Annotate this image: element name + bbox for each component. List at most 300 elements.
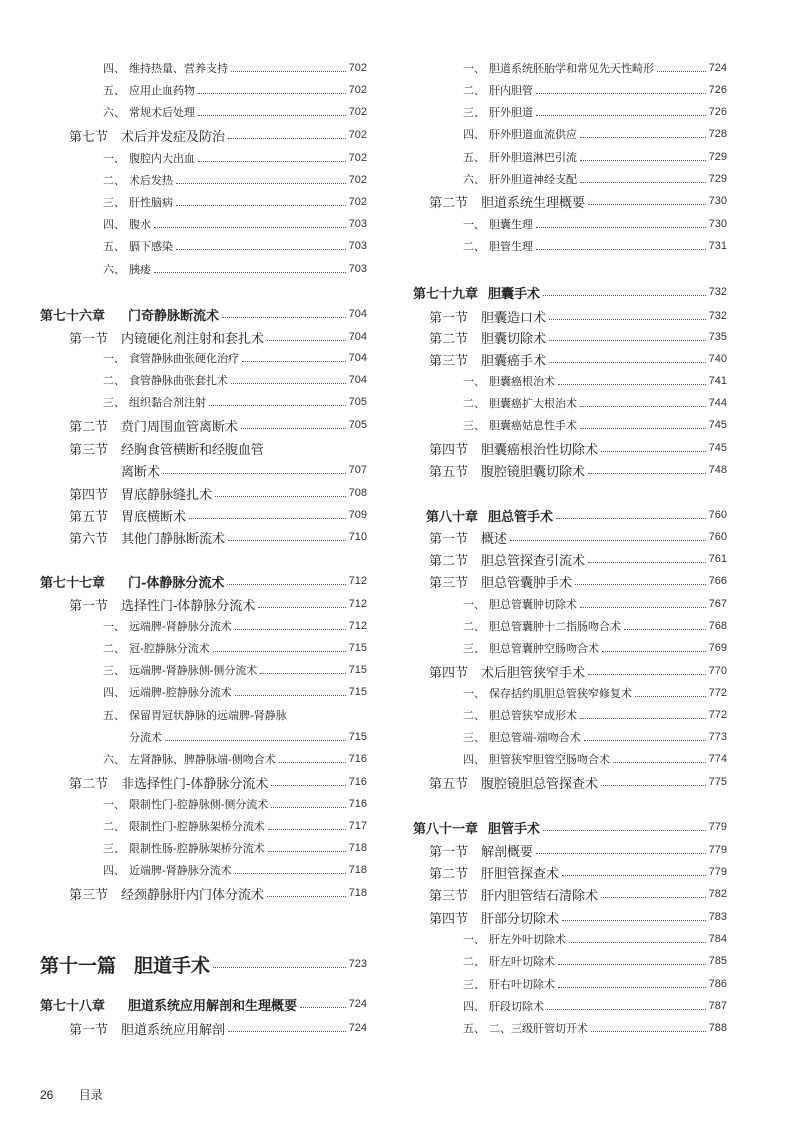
entry-number: 第十一篇 xyxy=(40,954,117,974)
entry-page-number: 783 xyxy=(708,911,727,923)
entry-title: 胆囊造口术 xyxy=(481,310,547,326)
dot-leader xyxy=(189,518,346,519)
entry-title: 胆囊生理 xyxy=(489,218,533,231)
toc-entry-chapter[interactable] xyxy=(40,571,367,591)
entry-number: 二、 xyxy=(103,820,125,833)
toc-entry-section[interactable] xyxy=(400,191,727,211)
entry-page-number: 779 xyxy=(708,866,727,878)
entry-number: 五、 xyxy=(103,240,125,253)
entry-page-number: 775 xyxy=(708,776,727,788)
dot-leader xyxy=(271,785,345,786)
entry-title: 胆总管囊肿手术 xyxy=(481,575,573,591)
toc-entry-item[interactable] xyxy=(400,124,727,144)
entry-number: 三、 xyxy=(463,731,485,744)
entry-number: 一、 xyxy=(463,375,485,388)
dot-leader xyxy=(198,161,346,162)
entry-page-number: 732 xyxy=(708,310,727,322)
toc-entry-chapter[interactable] xyxy=(400,282,727,302)
toc-entry-section[interactable] xyxy=(40,527,367,547)
entry-title: 其他门静脉断流术 xyxy=(121,531,226,547)
entry-number: 六、 xyxy=(463,173,485,186)
toc-entry-section[interactable] xyxy=(400,884,727,904)
dot-leader xyxy=(624,629,706,630)
entry-title: 离断术 xyxy=(121,464,161,480)
entry-number: 六、 xyxy=(103,753,125,766)
toc-entry-item[interactable] xyxy=(400,415,727,435)
dot-leader xyxy=(601,897,706,898)
toc-entry-item[interactable] xyxy=(400,638,727,658)
entry-page-number: 715 xyxy=(348,664,367,676)
entry-page-number: 731 xyxy=(708,240,727,252)
entry-number: 第三节 xyxy=(428,575,468,591)
entry-number: 一、 xyxy=(103,798,125,811)
entry-number: 一、 xyxy=(103,352,125,365)
toc-entry-item[interactable] xyxy=(400,727,727,747)
entry-title: 保留胃冠状静脉的远端脾-肾静脉 xyxy=(129,709,287,722)
entry-page-number: 712 xyxy=(348,575,367,587)
toc-entry-section[interactable] xyxy=(40,594,367,614)
entry-page-number: 702 xyxy=(348,62,367,74)
entry-number: 第八十一章 xyxy=(412,821,478,837)
entry-title: 肝胆管探查术 xyxy=(481,866,560,882)
toc-entry-item[interactable] xyxy=(40,102,367,122)
dot-leader xyxy=(536,115,706,116)
entry-page-number: 769 xyxy=(708,642,727,654)
dot-leader xyxy=(580,160,706,161)
dot-leader xyxy=(558,964,706,965)
entry-title: 胃底静脉缝扎术 xyxy=(121,487,213,503)
entry-page-number: 704 xyxy=(348,331,367,343)
toc-entry-chapter[interactable] xyxy=(40,994,367,1014)
entry-number: 第三节 xyxy=(428,888,468,904)
entry-page-number: 788 xyxy=(708,1022,727,1034)
entry-number: 三、 xyxy=(463,642,485,655)
entry-title: 肝外胆道神经支配 xyxy=(489,173,577,186)
page-footer xyxy=(40,1086,103,1103)
entry-title: 维持热量、营养支持 xyxy=(129,62,228,75)
entry-number: 一、 xyxy=(463,598,485,611)
toc-entry-item[interactable] xyxy=(400,80,727,100)
toc-entry-section[interactable] xyxy=(400,327,727,347)
toc-entry-section[interactable] xyxy=(400,306,727,326)
toc-entry-item[interactable] xyxy=(40,80,367,100)
dot-leader xyxy=(558,987,706,988)
entry-title: 常规术后处理 xyxy=(129,106,195,119)
toc-entry-item[interactable] xyxy=(40,816,367,836)
entry-number: 五、 xyxy=(103,84,125,97)
entry-number: 第七节 xyxy=(68,129,108,145)
entry-number: 第一节 xyxy=(428,310,468,326)
dot-leader xyxy=(580,406,706,407)
toc-entry-chapter[interactable] xyxy=(400,817,727,837)
dot-leader xyxy=(601,785,706,786)
dot-leader xyxy=(580,607,706,608)
dot-leader xyxy=(536,853,706,854)
entry-number: 二、 xyxy=(463,240,485,253)
footer-label: 目录 xyxy=(78,1088,103,1102)
entry-number: 一、 xyxy=(103,620,125,633)
page-number: 26 xyxy=(40,1088,54,1102)
entry-title: 胆总管狭窄成形术 xyxy=(489,709,577,722)
entry-page-number: 773 xyxy=(708,731,727,743)
entry-title: 食管静脉曲张套扎术 xyxy=(129,374,228,387)
toc-entry-section[interactable] xyxy=(400,527,727,547)
toc-entry-section[interactable] xyxy=(40,772,367,792)
entry-page-number: 760 xyxy=(708,531,727,543)
toc-entry-section[interactable] xyxy=(40,1018,367,1038)
toc-entry-item[interactable] xyxy=(40,259,367,279)
entry-page-number: 705 xyxy=(348,396,367,408)
entry-number: 三、 xyxy=(463,978,485,991)
toc-entry-item[interactable] xyxy=(40,370,367,390)
entry-number: 第一节 xyxy=(68,1022,108,1038)
entry-number: 二、 xyxy=(463,955,485,968)
entry-title: 肝右叶切除术 xyxy=(489,978,555,991)
dot-leader xyxy=(588,674,706,675)
entry-title: 胆囊癌手术 xyxy=(481,353,547,369)
entry-title: 胆道系统胚胎学和常见先天性畸形 xyxy=(489,62,654,75)
entry-page-number: 760 xyxy=(708,509,727,521)
toc-entry-item[interactable] xyxy=(400,996,727,1016)
entry-title: 肝左外叶切除术 xyxy=(489,933,566,946)
entry-page-number: 748 xyxy=(708,464,727,476)
entry-page-number: 716 xyxy=(348,798,367,810)
toc-entry-item[interactable] xyxy=(40,214,367,234)
dot-leader xyxy=(213,967,346,968)
toc-entry-item[interactable] xyxy=(400,236,727,256)
toc-entry-item[interactable] xyxy=(400,169,727,189)
entry-number: 五、 xyxy=(103,709,125,722)
entry-number: 第五节 xyxy=(428,464,468,480)
entry-page-number: 718 xyxy=(348,864,367,876)
entry-number: 第三节 xyxy=(428,353,468,369)
entry-number: 四、 xyxy=(463,128,485,141)
toc-entry-item[interactable] xyxy=(400,1018,727,1038)
toc-entry-section[interactable] xyxy=(400,840,727,860)
entry-page-number: 716 xyxy=(348,753,367,765)
dot-leader xyxy=(562,875,706,876)
entry-number: 一、 xyxy=(463,933,485,946)
entry-page-number: 744 xyxy=(708,397,727,409)
toc-entry-section[interactable] xyxy=(40,327,367,347)
entry-page-number: 712 xyxy=(348,620,367,632)
entry-page-number: 704 xyxy=(348,374,367,386)
entry-page-number: 770 xyxy=(708,665,727,677)
toc-entry-item[interactable] xyxy=(40,192,367,212)
entry-page-number: 726 xyxy=(708,106,727,118)
entry-title: 限制性肠-腔静脉架桥分流术 xyxy=(129,842,265,855)
entry-title: 胃底横断术 xyxy=(121,509,187,525)
toc-entry-item[interactable] xyxy=(400,594,727,614)
toc-entry-item[interactable] xyxy=(400,616,727,636)
entry-title: 限制性门-腔静脉架桥分流术 xyxy=(129,820,265,833)
entry-page-number: 718 xyxy=(348,842,367,854)
toc-entry-section[interactable] xyxy=(400,862,727,882)
entry-number: 四、 xyxy=(463,753,485,766)
toc-entry-section[interactable] xyxy=(400,661,727,681)
entry-title: 肝段切除术 xyxy=(489,1000,544,1013)
entry-page-number: 774 xyxy=(708,753,727,765)
dot-leader xyxy=(235,629,346,630)
entry-number: 第五节 xyxy=(68,509,108,525)
toc-entry-item[interactable] xyxy=(400,102,727,122)
entry-page-number: 785 xyxy=(708,955,727,967)
toc-entry-item[interactable] xyxy=(40,392,367,412)
entry-title: 分流术 xyxy=(129,731,162,744)
entry-title: 胆囊癌根治性切除术 xyxy=(481,442,599,458)
dot-leader xyxy=(536,227,706,228)
dot-leader xyxy=(556,518,706,519)
entry-number: 第二节 xyxy=(68,419,108,435)
entry-title: 腹腔内大出血 xyxy=(129,152,195,165)
entry-title: 肝内胆管 xyxy=(489,84,533,97)
entry-page-number: 718 xyxy=(348,887,367,899)
toc-entry-item[interactable] xyxy=(400,214,727,234)
dot-leader xyxy=(198,115,346,116)
dot-leader xyxy=(258,607,345,608)
entry-number: 二、 xyxy=(463,397,485,410)
entry-title: 肝内胆管结石清除术 xyxy=(481,888,599,904)
entry-page-number: 730 xyxy=(708,218,727,230)
entry-number: 五、 xyxy=(463,1022,485,1035)
entry-number: 二、 xyxy=(463,709,485,722)
dot-leader xyxy=(154,227,346,228)
dot-leader xyxy=(154,272,346,273)
entry-page-number: 732 xyxy=(708,286,727,298)
toc-entry-item[interactable] xyxy=(40,660,367,680)
toc-entry-section[interactable] xyxy=(400,349,727,369)
entry-title: 胰瘘 xyxy=(129,263,151,276)
toc-entry-item[interactable] xyxy=(40,794,367,814)
toc-entry-item[interactable] xyxy=(400,929,727,949)
entry-title: 术后发热 xyxy=(129,174,173,187)
entry-page-number: 704 xyxy=(348,352,367,364)
toc-entry-item[interactable] xyxy=(40,838,367,858)
entry-page-number: 729 xyxy=(708,173,727,185)
entry-page-number: 717 xyxy=(348,820,367,832)
entry-title: 肝部分切除术 xyxy=(481,911,560,927)
toc-entry-item[interactable] xyxy=(40,749,367,769)
toc-entry-section[interactable] xyxy=(400,571,727,591)
dot-leader xyxy=(569,942,706,943)
dot-leader xyxy=(510,540,706,541)
entry-number: 第一节 xyxy=(68,331,108,347)
entry-title: 胆道手术 xyxy=(134,954,211,974)
entry-page-number: 702 xyxy=(348,84,367,96)
entry-number: 第七十九章 xyxy=(412,286,478,302)
toc-entry-chapter[interactable] xyxy=(40,304,367,324)
entry-page-number: 712 xyxy=(348,598,367,610)
entry-number: 四、 xyxy=(103,864,125,877)
entry-page-number: 702 xyxy=(348,106,367,118)
dot-leader xyxy=(549,362,706,363)
entry-title: 保存括约肌胆总管狭窄修复术 xyxy=(489,687,632,700)
entry-number: 第三节 xyxy=(68,442,108,458)
entry-title: 组织黏合剂注射 xyxy=(129,396,206,409)
toc-entry-item[interactable] xyxy=(400,58,727,78)
entry-number: 第二节 xyxy=(428,331,468,347)
dot-leader xyxy=(215,496,346,497)
toc-entry-section[interactable] xyxy=(40,125,367,145)
toc-entry-section[interactable] xyxy=(40,505,367,525)
toc-entry-section[interactable] xyxy=(40,415,367,435)
entry-number: 三、 xyxy=(103,842,125,855)
dot-leader xyxy=(176,183,346,184)
entry-number: 第七十八章 xyxy=(40,998,106,1014)
entry-number: 第五节 xyxy=(428,776,468,792)
entry-page-number: 761 xyxy=(708,553,727,565)
entry-number: 第一节 xyxy=(68,598,108,614)
toc-entry-item[interactable] xyxy=(40,727,367,747)
entry-number: 二、 xyxy=(103,374,125,387)
dot-leader xyxy=(213,651,346,652)
entry-number: 一、 xyxy=(463,62,485,75)
entry-page-number: 709 xyxy=(348,509,367,521)
entry-page-number: 786 xyxy=(708,978,727,990)
entry-number: 四、 xyxy=(103,686,125,699)
entry-page-number: 782 xyxy=(708,888,727,900)
toc-entry-item[interactable] xyxy=(400,683,727,703)
toc-entry-item[interactable] xyxy=(40,58,367,78)
entry-page-number: 703 xyxy=(348,263,367,275)
dot-leader xyxy=(588,204,706,205)
dot-leader xyxy=(562,920,706,921)
toc-entry-section[interactable] xyxy=(400,772,727,792)
dot-leader xyxy=(260,673,345,674)
dot-leader xyxy=(657,71,706,72)
entry-number: 三、 xyxy=(463,106,485,119)
entry-number: 三、 xyxy=(103,396,125,409)
entry-number: 四、 xyxy=(103,218,125,231)
dot-leader xyxy=(231,383,346,384)
toc-entry-item[interactable] xyxy=(400,974,727,994)
dot-leader xyxy=(588,473,706,474)
toc-entry-chapter[interactable] xyxy=(400,505,727,525)
dot-leader xyxy=(536,249,706,250)
toc-entry-section[interactable] xyxy=(400,460,727,480)
entry-title: 胆总管囊肿十二指肠吻合术 xyxy=(489,620,621,633)
entry-page-number: 708 xyxy=(348,487,367,499)
entry-title: 胆管手术 xyxy=(488,821,541,837)
entry-number: 第四节 xyxy=(68,487,108,503)
dot-leader xyxy=(267,340,346,341)
dot-leader xyxy=(580,137,706,138)
toc-entry-item[interactable] xyxy=(400,393,727,413)
entry-page-number: 740 xyxy=(708,353,727,365)
toc-entry-section[interactable] xyxy=(40,483,367,503)
toc-entry-item[interactable] xyxy=(40,682,367,702)
toc-entry-item[interactable] xyxy=(40,236,367,256)
dot-leader xyxy=(198,93,346,94)
entry-number: 第四节 xyxy=(428,442,468,458)
entry-page-number: 772 xyxy=(708,687,727,699)
entry-page-number: 745 xyxy=(708,419,727,431)
entry-page-number: 707 xyxy=(348,464,367,476)
entry-page-number: 767 xyxy=(708,598,727,610)
entry-page-number: 724 xyxy=(348,998,367,1010)
entry-title: 术后并发症及防治 xyxy=(121,129,226,145)
entry-title: 胆道系统应用解剖和生理概要 xyxy=(128,998,298,1014)
toc-entry-item[interactable] xyxy=(40,148,367,168)
entry-number: 五、 xyxy=(463,151,485,164)
toc-entry-item[interactable] xyxy=(40,705,367,725)
toc-entry-item[interactable] xyxy=(400,749,727,769)
entry-page-number: 703 xyxy=(348,218,367,230)
entry-title: 远端脾-肾静脉分流术 xyxy=(129,620,232,633)
entry-title: 肝性脑病 xyxy=(129,196,173,209)
entry-title: 选择性门-体静脉分流术 xyxy=(121,598,256,614)
entry-title: 胆总管端-端吻合术 xyxy=(489,731,581,744)
toc-entry-item[interactable] xyxy=(40,860,367,880)
toc-entry-part[interactable] xyxy=(40,954,367,974)
dot-leader xyxy=(228,540,346,541)
dot-leader xyxy=(242,361,346,362)
dot-leader xyxy=(584,740,706,741)
toc-entry-item[interactable] xyxy=(40,170,367,190)
entry-title: 胆总管手术 xyxy=(488,509,554,525)
entry-title: 胆囊切除术 xyxy=(481,331,547,347)
entry-number: 一、 xyxy=(463,218,485,231)
entry-title: 门-体静脉分流术 xyxy=(128,575,225,591)
toc-entry-section[interactable] xyxy=(400,438,727,458)
entry-number: 一、 xyxy=(103,152,125,165)
toc-entry-section[interactable] xyxy=(40,438,367,458)
dot-leader xyxy=(558,384,706,385)
entry-page-number: 766 xyxy=(708,575,727,587)
entry-page-number: 723 xyxy=(348,958,367,970)
toc-entry-item[interactable] xyxy=(40,348,367,368)
entry-title: 膈下感染 xyxy=(129,240,173,253)
entry-page-number: 726 xyxy=(708,84,727,96)
toc-entry-item[interactable] xyxy=(40,638,367,658)
toc-entry-section[interactable] xyxy=(40,883,367,903)
dot-leader xyxy=(231,71,346,72)
dot-leader xyxy=(602,651,706,652)
entry-number: 第六节 xyxy=(68,531,108,547)
entry-number: 第七十七章 xyxy=(40,575,106,591)
toc-entry-section[interactable] xyxy=(40,460,367,480)
dot-leader xyxy=(580,428,706,429)
entry-number: 第一节 xyxy=(428,531,468,547)
entry-number: 第二节 xyxy=(428,553,468,569)
entry-title: 食管静脉曲张硬化治疗 xyxy=(129,352,239,365)
toc-entry-item[interactable] xyxy=(400,951,727,971)
dot-leader xyxy=(235,695,346,696)
entry-page-number: 702 xyxy=(348,174,367,186)
entry-title: 腹腔镜胆囊切除术 xyxy=(481,464,586,480)
entry-number: 三、 xyxy=(103,664,125,677)
dot-leader xyxy=(547,1009,706,1010)
dot-leader xyxy=(279,762,346,763)
toc-entry-item[interactable] xyxy=(400,705,727,725)
entry-number: 二、 xyxy=(463,84,485,97)
entry-page-number: 729 xyxy=(708,151,727,163)
toc-entry-item[interactable] xyxy=(400,371,727,391)
entry-page-number: 703 xyxy=(348,240,367,252)
toc-entry-item[interactable] xyxy=(400,147,727,167)
dot-leader xyxy=(227,584,345,585)
entry-title: 胆囊手术 xyxy=(488,286,541,302)
entry-page-number: 787 xyxy=(708,1000,727,1012)
entry-title: 肝左叶切除术 xyxy=(489,955,555,968)
toc-entry-section[interactable] xyxy=(400,549,727,569)
toc-entry-section[interactable] xyxy=(400,907,727,927)
toc-entry-item[interactable] xyxy=(40,616,367,636)
entry-number: 六、 xyxy=(103,106,125,119)
entry-title: 胆总管囊肿空肠吻合术 xyxy=(489,642,599,655)
entry-title: 肝外胆道淋巴引流 xyxy=(489,151,577,164)
dot-leader xyxy=(165,740,346,741)
